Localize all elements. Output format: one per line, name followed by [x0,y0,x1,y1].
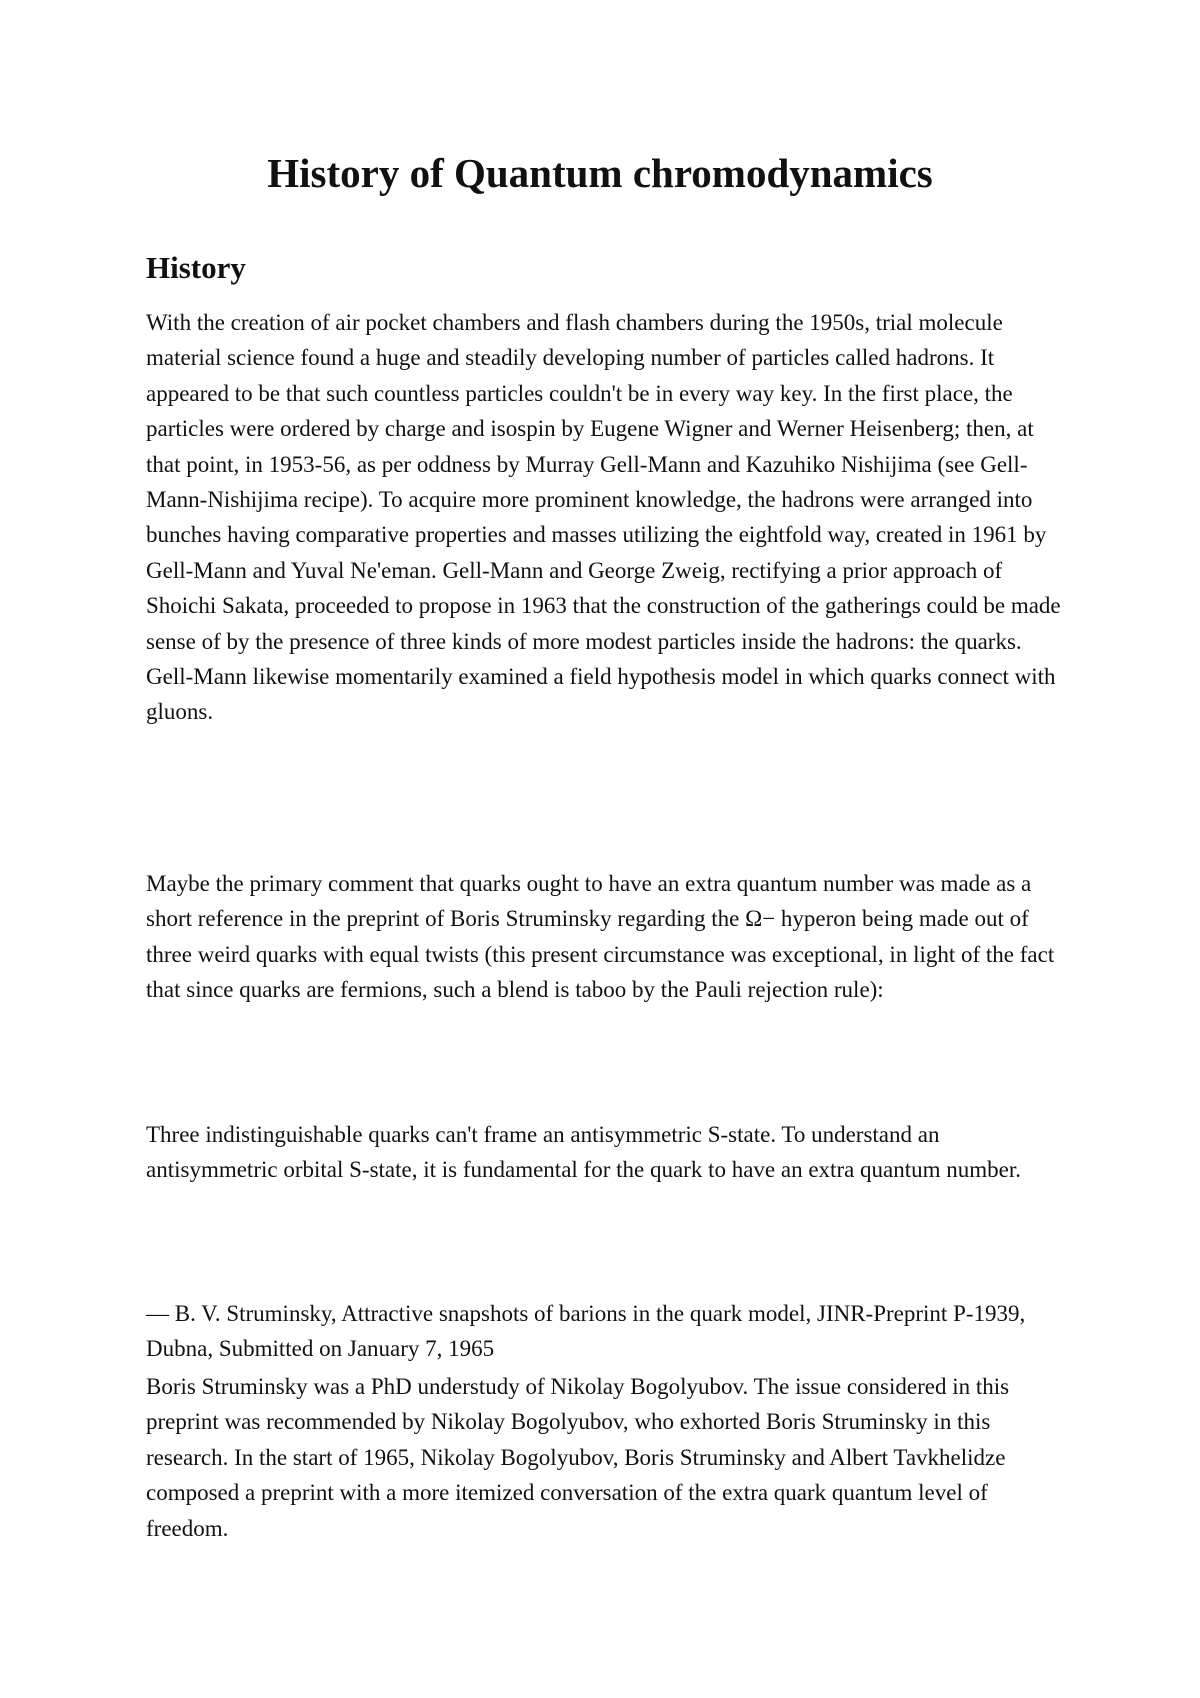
document-title: History of Quantum chromodynamics [267,150,933,196]
block-quote: Three indistinguishable quarks can't frame an antisymmetric S-state. To understand an antisymmetric orbital S-state, it is fundamental for the quark to have an extra quantum number. [146,1122,1022,1183]
paragraph-hadrons: With the creation of air pocket chambers and flash chambers during the 1950s, trial molecule material science found a huge and steadily developing number of particles called hadrons. It appeared to be that such countless particles couldn't be in every way key. In the first place, the particles were ordered by charge and isospin by Eugene Wigner and Werner Heisenberg; then, at that point, in 1953-56, as per oddness by Murray Gell-Mann and Kazuhiko Nishijima (see Gell-Mann-Nishijima recipe). To acquire more prominent knowledge, the hadrons were arranged into bunches having comparative properties and masses utilizing the eightfold way, created in 1961 by Gell-Mann and Yuval Ne'eman. Gell-Mann and George Zweig, rectifying a prior approach of Shoichi Sakata, proceeded to propose in 1963 that the construction of the gatherings could be made sense of by the presence of three kinds of more modest particles inside the hadrons: the quarks. Gell-Mann likewise momentarily examined a field hypothesis model in which quarks connect with gluons. [146,310,1061,725]
quote-attribution: — B. V. Struminsky, Attractive snapshots of barions in the quark model, JINR-Preprint P-1939, Dubna, Submitted on January 7, 1965 [146,1301,1026,1362]
section-heading-history: History [146,250,246,285]
paragraph-bogolyubov: Boris Struminsky was a PhD understudy of Nikolay Bogolyubov. The issue considered in this preprint was recommended by Nikolay Bogolyubov, who exhorted Boris Struminsky in this research. In the start of 1965, Nikolay Bogolyubov, Boris Struminsky and Albert Tavkhelidze composed a preprint with a more itemized conversation of the extra quark quantum level of freedom. [146,1374,1010,1541]
paragraph-quantum-number: Maybe the primary comment that quarks ought to have an extra quantum number was made as a short reference in the preprint of Boris Struminsky regarding the Ω− hyperon being made out of three weird quarks with equal twists (this present circumstance was exceptional, in light of the fact that since quarks are fermions, such a blend is taboo by the Pauli rejection rule): [146,871,1055,1003]
